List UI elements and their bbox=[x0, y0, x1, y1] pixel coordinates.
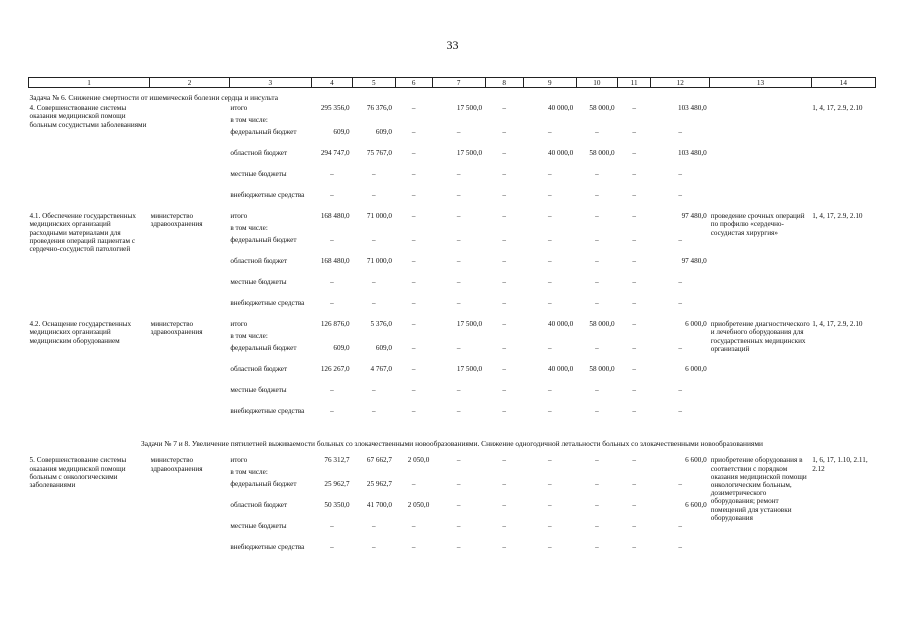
amount-cell: – bbox=[502, 365, 507, 374]
amount-cell: 40 000,0 bbox=[548, 149, 574, 158]
amount-cell: – bbox=[595, 543, 599, 552]
amount-cell: – bbox=[411, 344, 416, 353]
funding-source: местные бюджеты bbox=[230, 386, 287, 395]
funding-source: внебюджетные средства bbox=[230, 407, 305, 416]
amount-cell: – bbox=[595, 191, 599, 200]
amount-cell: 6 000,0 bbox=[685, 320, 707, 329]
amount-cell: – bbox=[547, 236, 552, 245]
funding-source: федеральный бюджет bbox=[230, 480, 297, 489]
amount-cell: – bbox=[678, 128, 682, 137]
amount-cell: – bbox=[632, 407, 636, 416]
target-indicators: 1, 4, 17, 2.9, 2.10 bbox=[812, 212, 863, 221]
funding-source: итого bbox=[230, 456, 248, 465]
amount-cell: – bbox=[678, 191, 682, 200]
amount-cell: – bbox=[502, 104, 507, 113]
amount-cell: – bbox=[595, 407, 599, 416]
amount-cell: – bbox=[330, 278, 334, 287]
amount-cell bbox=[311, 224, 352, 236]
amount-cell: – bbox=[456, 191, 461, 200]
funding-source: федеральный бюджет bbox=[230, 344, 297, 353]
amount-cell: 97 480,0 bbox=[681, 257, 707, 266]
funding-source: местные бюджеты bbox=[230, 170, 287, 179]
amount-cell: – bbox=[547, 407, 552, 416]
amount-cell: 67 662,7 bbox=[366, 456, 393, 465]
amount-cell: 2 050,0 bbox=[407, 501, 430, 510]
amount-cell bbox=[485, 116, 523, 128]
amount-cell: – bbox=[595, 299, 599, 308]
amount-cell bbox=[432, 116, 485, 128]
amount-cell: – bbox=[547, 543, 552, 552]
amount-cell: – bbox=[547, 278, 552, 287]
amount-cell: – bbox=[595, 170, 599, 179]
amount-cell: – bbox=[411, 365, 416, 374]
amount-cell: – bbox=[595, 236, 599, 245]
amount-cell: 5 376,0 bbox=[370, 320, 393, 329]
amount-cell: – bbox=[502, 149, 507, 158]
funding-source: федеральный бюджет bbox=[230, 128, 297, 137]
funding-source: внебюджетные средства bbox=[230, 299, 305, 308]
funding-source: итого bbox=[230, 212, 248, 221]
amount-cell: 40 000,0 bbox=[548, 320, 574, 329]
amount-cell: – bbox=[502, 257, 507, 266]
amount-cell: – bbox=[547, 386, 552, 395]
amount-cell bbox=[432, 332, 485, 344]
amount-cell bbox=[651, 224, 710, 236]
amount-cell: – bbox=[330, 170, 334, 179]
amount-cell bbox=[576, 332, 617, 344]
section-title: Задачи № 7 и 8. Увеличение пятилетней выживаемости больных со злокачественными новообразованиями. Снижение одногодичной летальности больных со злокачественными новообразованиями bbox=[141, 439, 763, 449]
amount-cell: – bbox=[456, 170, 461, 179]
amount-cell: 17 500,0 bbox=[456, 320, 483, 329]
amount-cell: 294 747,0 bbox=[320, 149, 350, 158]
target-indicators: 1, 4, 17, 2.9, 2.10 bbox=[812, 320, 863, 329]
funding-source: в том числе: bbox=[230, 332, 268, 341]
amount-cell: – bbox=[632, 522, 636, 531]
funding-source: областной бюджет bbox=[230, 149, 288, 158]
amount-cell: – bbox=[456, 501, 461, 510]
amount-cell: – bbox=[632, 191, 636, 200]
amount-cell: – bbox=[547, 128, 552, 137]
amount-cell: – bbox=[411, 522, 416, 531]
amount-cell: 2 050,0 bbox=[407, 456, 430, 465]
amount-cell: – bbox=[330, 407, 334, 416]
amount-cell bbox=[618, 332, 651, 344]
funding-source: областной бюджет bbox=[230, 365, 288, 374]
amount-cell bbox=[311, 116, 352, 128]
column-header: 3 bbox=[229, 78, 311, 88]
amount-cell: – bbox=[632, 149, 636, 158]
amount-cell: – bbox=[678, 522, 682, 531]
amount-cell: 609,0 bbox=[375, 128, 393, 137]
amount-cell: – bbox=[595, 278, 599, 287]
amount-cell bbox=[523, 468, 576, 480]
amount-cell: – bbox=[456, 212, 461, 221]
amount-cell: – bbox=[502, 212, 507, 221]
amount-cell: – bbox=[502, 128, 507, 137]
amount-cell: – bbox=[330, 543, 334, 552]
page-number: 33 bbox=[446, 38, 459, 52]
amount-cell: – bbox=[330, 236, 334, 245]
amount-cell bbox=[353, 468, 395, 480]
amount-cell: 97 480,0 bbox=[681, 212, 707, 221]
column-header: 2 bbox=[150, 78, 230, 88]
amount-cell bbox=[353, 332, 395, 344]
amount-cell: – bbox=[371, 170, 376, 179]
amount-cell: 76 312,7 bbox=[324, 456, 350, 465]
expected-result: приобретение оборудования в соответствии с порядком оказания медицинской помощи онкологическим больным, дозиметрического оборудования; ремонт помещений для установки оборудования bbox=[710, 456, 807, 522]
amount-cell: – bbox=[502, 278, 507, 287]
amount-cell: – bbox=[456, 257, 461, 266]
amount-cell: – bbox=[411, 480, 416, 489]
amount-cell: 4 767,0 bbox=[370, 365, 393, 374]
amount-cell: – bbox=[502, 456, 507, 465]
amount-cell bbox=[576, 224, 617, 236]
amount-cell: – bbox=[502, 407, 507, 416]
measure-name: 4.1. Обеспечение государственных медицинских организаций расходными материалами для проведения операций пациентам с сердечно-сосудистой патологией bbox=[29, 212, 136, 254]
column-header: 7 bbox=[432, 78, 485, 88]
amount-cell: – bbox=[547, 522, 552, 531]
amount-cell: 6 000,0 bbox=[685, 365, 707, 374]
measure-name: 4.2. Оснащение государственных медицинских организаций медицинским оборудованием bbox=[29, 320, 132, 345]
expected-result bbox=[710, 104, 811, 212]
amount-cell: – bbox=[456, 386, 461, 395]
amount-cell: – bbox=[371, 278, 376, 287]
amount-cell: – bbox=[595, 480, 599, 489]
amount-cell: 126 267,0 bbox=[320, 365, 350, 374]
amount-cell: 295 356,0 bbox=[320, 104, 350, 113]
amount-cell: – bbox=[632, 128, 636, 137]
amount-cell: – bbox=[632, 236, 636, 245]
amount-cell bbox=[651, 332, 710, 344]
amount-cell: – bbox=[547, 257, 552, 266]
amount-cell bbox=[395, 224, 432, 236]
column-header: 6 bbox=[395, 78, 432, 88]
amount-cell: – bbox=[502, 191, 507, 200]
amount-cell: 76 376,0 bbox=[366, 104, 393, 113]
amount-cell: – bbox=[678, 480, 682, 489]
amount-cell: – bbox=[371, 386, 376, 395]
budget-table bbox=[28, 77, 876, 564]
executor: министерство здравоохранения bbox=[150, 456, 203, 473]
amount-cell: – bbox=[632, 386, 636, 395]
amount-cell: – bbox=[411, 299, 416, 308]
target-indicators: 1, 4, 17, 2.9, 2.10 bbox=[812, 104, 863, 113]
amount-cell: – bbox=[547, 299, 552, 308]
amount-cell bbox=[618, 468, 651, 480]
expected-result: приобретение диагностического и лечебного оборудования для государственных медицинских организаций bbox=[710, 320, 810, 353]
amount-cell: – bbox=[595, 386, 599, 395]
amount-cell: 17 500,0 bbox=[456, 104, 483, 113]
amount-cell: – bbox=[547, 456, 552, 465]
executor bbox=[150, 104, 230, 212]
funding-source: итого bbox=[230, 104, 248, 113]
amount-cell: – bbox=[502, 501, 507, 510]
column-header: 9 bbox=[523, 78, 576, 88]
amount-cell: 40 000,0 bbox=[548, 104, 574, 113]
amount-cell: – bbox=[632, 456, 636, 465]
amount-cell: – bbox=[632, 501, 636, 510]
amount-cell: 58 000,0 bbox=[589, 320, 615, 329]
funding-source: местные бюджеты bbox=[230, 278, 287, 287]
amount-cell: – bbox=[547, 480, 552, 489]
amount-cell: – bbox=[411, 212, 416, 221]
amount-cell: – bbox=[411, 386, 416, 395]
funding-source: в том числе: bbox=[230, 224, 268, 233]
amount-cell: – bbox=[678, 299, 682, 308]
amount-cell: – bbox=[547, 191, 552, 200]
amount-cell bbox=[432, 468, 485, 480]
amount-cell bbox=[485, 468, 523, 480]
amount-cell bbox=[485, 332, 523, 344]
section-title: Задача № 6. Снижение смертности от ишемической болезни сердца и инсульта bbox=[29, 93, 278, 102]
amount-cell: – bbox=[456, 128, 461, 137]
executor: министерство здравоохранения bbox=[150, 212, 203, 229]
amount-cell: – bbox=[632, 278, 636, 287]
amount-cell: – bbox=[371, 299, 376, 308]
amount-cell: – bbox=[678, 543, 682, 552]
amount-cell: – bbox=[371, 543, 376, 552]
amount-cell: – bbox=[411, 236, 416, 245]
amount-cell: – bbox=[456, 407, 461, 416]
amount-cell: – bbox=[632, 344, 636, 353]
amount-cell: – bbox=[678, 170, 682, 179]
amount-cell: – bbox=[632, 104, 636, 113]
amount-cell: – bbox=[456, 344, 461, 353]
measure-name: 5. Совершенствование системы оказания медицинской помощи больным с онкологическими заболеваниями bbox=[29, 456, 127, 490]
amount-cell: – bbox=[678, 407, 682, 416]
amount-cell: – bbox=[678, 236, 682, 245]
amount-cell: – bbox=[330, 522, 334, 531]
measure-name: 4. Совершенствование системы оказания медицинской помощи больным сосудистыми заболеваниями bbox=[29, 104, 147, 129]
amount-cell: 25 962,7 bbox=[324, 480, 350, 489]
amount-cell: – bbox=[456, 480, 461, 489]
amount-cell: – bbox=[330, 299, 334, 308]
amount-cell: 103 480,0 bbox=[677, 104, 707, 113]
amount-cell: 75 767,0 bbox=[366, 149, 393, 158]
amount-cell: – bbox=[632, 257, 636, 266]
amount-cell: – bbox=[502, 170, 507, 179]
column-header: 12 bbox=[651, 78, 710, 88]
amount-cell: – bbox=[632, 543, 636, 552]
amount-cell: – bbox=[502, 386, 507, 395]
amount-cell bbox=[395, 116, 432, 128]
amount-cell: – bbox=[371, 236, 376, 245]
amount-cell: – bbox=[456, 236, 461, 245]
amount-cell bbox=[651, 468, 710, 480]
funding-source: областной бюджет bbox=[230, 501, 288, 510]
amount-cell bbox=[523, 116, 576, 128]
amount-cell: – bbox=[678, 386, 682, 395]
amount-cell: – bbox=[678, 278, 682, 287]
amount-cell: – bbox=[411, 257, 416, 266]
amount-cell: – bbox=[371, 522, 376, 531]
amount-cell: – bbox=[371, 191, 376, 200]
amount-cell: 50 350,0 bbox=[324, 501, 350, 510]
funding-source: в том числе: bbox=[230, 116, 268, 125]
amount-cell: 168 480,0 bbox=[320, 212, 350, 221]
amount-cell bbox=[485, 224, 523, 236]
amount-cell: 103 480,0 bbox=[677, 149, 707, 158]
amount-cell: – bbox=[456, 278, 461, 287]
funding-source: в том числе: bbox=[230, 468, 268, 477]
amount-cell bbox=[395, 468, 432, 480]
column-header: 4 bbox=[311, 78, 352, 88]
amount-cell: – bbox=[632, 212, 636, 221]
amount-cell bbox=[523, 224, 576, 236]
funding-source: областной бюджет bbox=[230, 257, 288, 266]
amount-cell: – bbox=[547, 501, 552, 510]
funding-source: местные бюджеты bbox=[230, 522, 287, 531]
amount-cell: – bbox=[411, 191, 416, 200]
amount-cell: – bbox=[411, 407, 416, 416]
amount-cell bbox=[618, 116, 651, 128]
amount-cell: – bbox=[595, 212, 599, 221]
amount-cell bbox=[353, 116, 395, 128]
executor: министерство здравоохранения bbox=[150, 320, 203, 337]
funding-source: внебюджетные средства bbox=[230, 191, 305, 200]
section-title-row bbox=[29, 428, 876, 456]
amount-cell bbox=[523, 332, 576, 344]
amount-cell: 71 000,0 bbox=[366, 212, 393, 221]
amount-cell: – bbox=[547, 344, 552, 353]
amount-cell: – bbox=[632, 320, 636, 329]
amount-cell: – bbox=[632, 365, 636, 374]
amount-cell bbox=[311, 468, 352, 480]
amount-cell: – bbox=[595, 257, 599, 266]
amount-cell: – bbox=[330, 386, 334, 395]
amount-cell: – bbox=[456, 299, 461, 308]
amount-cell: – bbox=[411, 543, 416, 552]
amount-cell bbox=[651, 116, 710, 128]
amount-cell: – bbox=[502, 543, 507, 552]
amount-cell bbox=[576, 468, 617, 480]
amount-cell: 71 000,0 bbox=[366, 257, 393, 266]
amount-cell: – bbox=[330, 191, 334, 200]
amount-cell: – bbox=[547, 170, 552, 179]
amount-cell: – bbox=[502, 320, 507, 329]
amount-cell bbox=[618, 224, 651, 236]
table-row bbox=[29, 320, 876, 332]
amount-cell: – bbox=[595, 522, 599, 531]
amount-cell bbox=[311, 332, 352, 344]
amount-cell: 609,0 bbox=[333, 128, 350, 137]
column-header: 13 bbox=[710, 78, 811, 88]
amount-cell: 58 000,0 bbox=[589, 104, 615, 113]
table-row bbox=[29, 104, 876, 116]
amount-cell: – bbox=[595, 128, 599, 137]
column-header: 5 bbox=[353, 78, 395, 88]
header-row bbox=[29, 78, 876, 88]
amount-cell: 58 000,0 bbox=[589, 149, 615, 158]
column-header: 11 bbox=[618, 78, 651, 88]
amount-cell: – bbox=[632, 170, 636, 179]
amount-cell: 126 876,0 bbox=[320, 320, 350, 329]
amount-cell: – bbox=[502, 299, 507, 308]
amount-cell bbox=[395, 332, 432, 344]
amount-cell: – bbox=[411, 320, 416, 329]
amount-cell: – bbox=[595, 344, 599, 353]
funding-source: федеральный бюджет bbox=[230, 236, 297, 245]
funding-source: внебюджетные средства bbox=[230, 543, 305, 552]
amount-cell: 168 480,0 bbox=[320, 257, 350, 266]
amount-cell: – bbox=[456, 522, 461, 531]
amount-cell: 609,0 bbox=[375, 344, 393, 353]
amount-cell: – bbox=[502, 236, 507, 245]
amount-cell: – bbox=[411, 278, 416, 287]
column-header: 14 bbox=[811, 78, 875, 88]
amount-cell bbox=[432, 224, 485, 236]
target-indicators: 1, 6, 17, 1.10, 2.11, 2.12 bbox=[812, 456, 868, 473]
amount-cell: 17 500,0 bbox=[456, 365, 483, 374]
column-header: 8 bbox=[485, 78, 523, 88]
amount-cell: – bbox=[502, 344, 507, 353]
expected-result: проведение срочных операций по профилю «сердечно-сосудистая хирургия» bbox=[710, 212, 805, 237]
amount-cell: – bbox=[411, 170, 416, 179]
amount-cell: 17 500,0 bbox=[456, 149, 483, 158]
amount-cell: 6 600,0 bbox=[685, 456, 707, 465]
table-row bbox=[29, 212, 876, 224]
amount-cell: – bbox=[411, 128, 416, 137]
amount-cell: – bbox=[547, 212, 552, 221]
amount-cell: 41 700,0 bbox=[366, 501, 393, 510]
amount-cell: 25 962,7 bbox=[366, 480, 393, 489]
amount-cell: – bbox=[595, 501, 599, 510]
amount-cell: – bbox=[456, 543, 461, 552]
amount-cell: – bbox=[632, 480, 636, 489]
amount-cell: – bbox=[595, 456, 599, 465]
amount-cell: – bbox=[678, 344, 682, 353]
amount-cell: – bbox=[411, 149, 416, 158]
amount-cell: 6 600,0 bbox=[685, 501, 707, 510]
amount-cell bbox=[353, 224, 395, 236]
amount-cell: – bbox=[456, 456, 461, 465]
amount-cell: – bbox=[502, 480, 507, 489]
amount-cell: – bbox=[502, 522, 507, 531]
amount-cell: – bbox=[371, 407, 376, 416]
column-header: 10 bbox=[576, 78, 617, 88]
table-row bbox=[29, 456, 876, 468]
column-header: 1 bbox=[29, 78, 150, 88]
amount-cell: 58 000,0 bbox=[589, 365, 615, 374]
section-title-row bbox=[29, 88, 876, 105]
funding-source: итого bbox=[230, 320, 248, 329]
amount-cell bbox=[576, 116, 617, 128]
amount-cell: 609,0 bbox=[333, 344, 350, 353]
amount-cell: – bbox=[411, 104, 416, 113]
amount-cell: – bbox=[632, 299, 636, 308]
amount-cell: 40 000,0 bbox=[548, 365, 574, 374]
